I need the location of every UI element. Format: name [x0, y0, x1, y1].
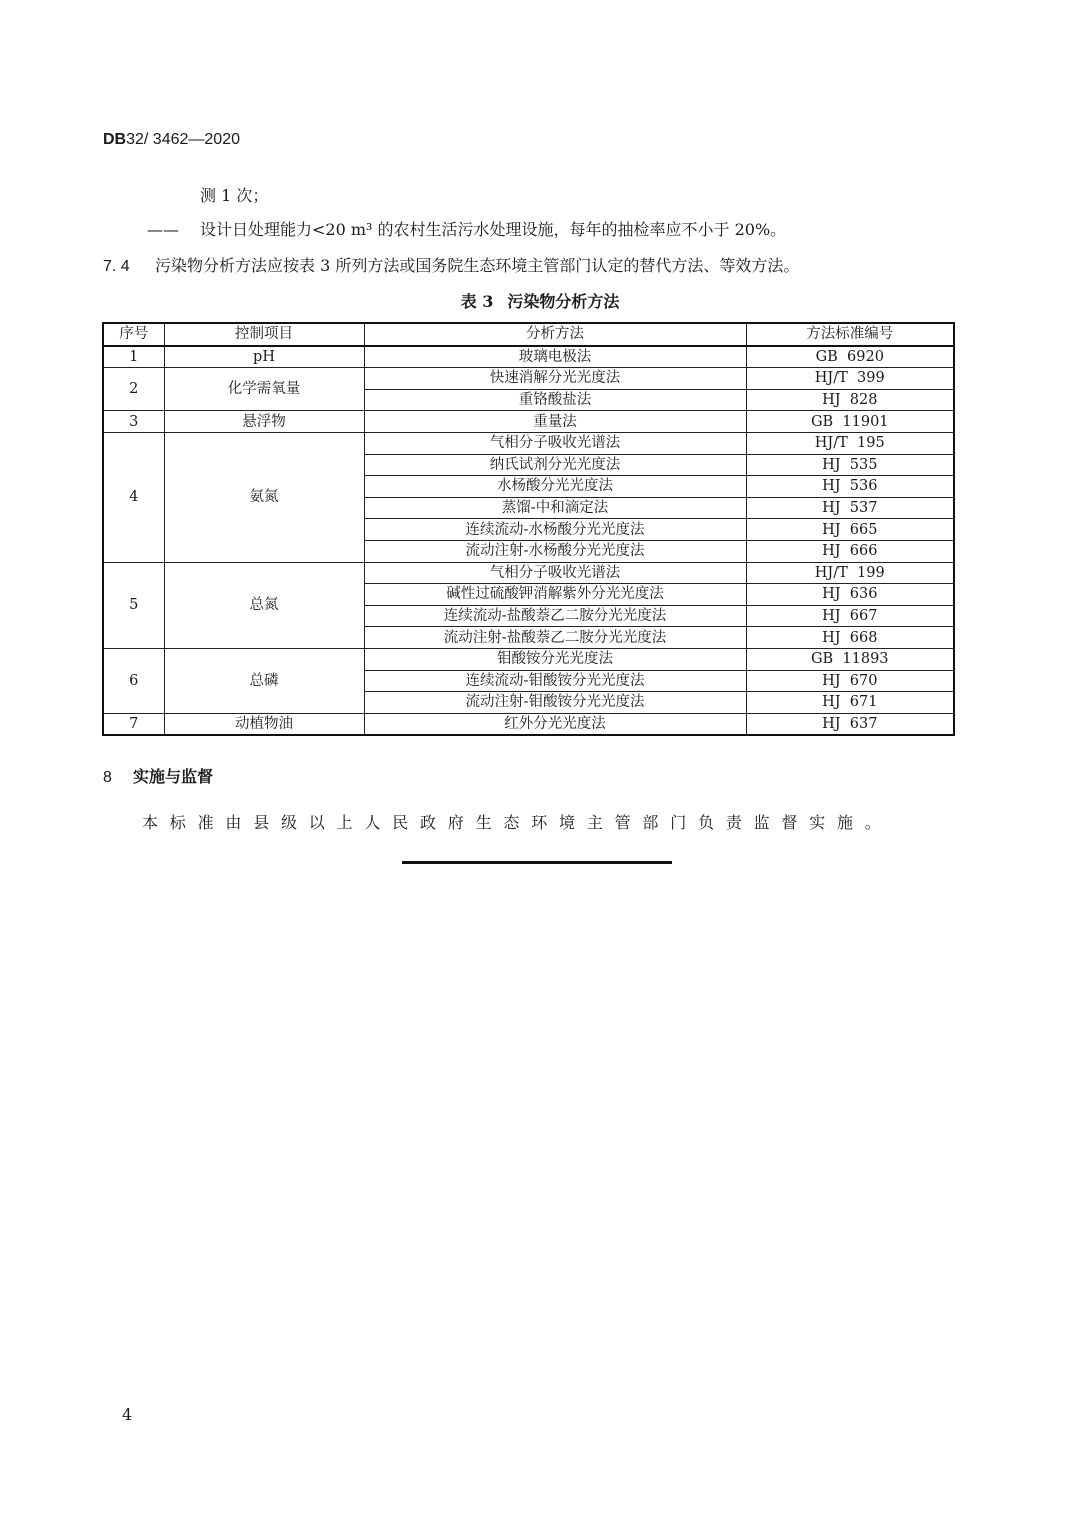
- header-cell: 分析方法: [364, 323, 746, 346]
- section-8-body: 本标准由县级以上人民政府生态环境主管部门负责监督实施。: [142, 813, 893, 832]
- continuation-line: 测 1 次；: [200, 186, 269, 205]
- cell-analysis-method: 碱性过硫酸钾消解紫外分光光度法: [364, 584, 746, 606]
- cell-serial-number: 4: [103, 432, 164, 562]
- cell-standard-number: HJ 671: [746, 692, 954, 714]
- cell-analysis-method: 红外分光光度法: [364, 713, 746, 735]
- section-title: 实施与监督: [133, 767, 214, 786]
- header-cell: 序号: [103, 323, 164, 346]
- cell-control-item: 悬浮物: [164, 411, 364, 433]
- standard-code: [103, 131, 240, 149]
- cell-control-item: 动植物油: [164, 713, 364, 735]
- table-row: [103, 368, 954, 390]
- cell-standard-number: HJ 636: [746, 584, 954, 606]
- standard-code-prefix: DB: [103, 131, 127, 148]
- cell-analysis-method: 流动注射-钼酸铵分光光度法: [364, 692, 746, 714]
- cell-standard-number: GB 11893: [746, 648, 954, 670]
- cell-analysis-method: 快速消解分光光度法: [364, 368, 746, 390]
- cell-control-item: 氨氮: [164, 432, 364, 562]
- cell-analysis-method: 蒸馏-中和滴定法: [364, 497, 746, 519]
- page-number: 4: [122, 1405, 133, 1424]
- end-rule: [402, 861, 672, 864]
- cell-control-item: pH: [164, 346, 364, 368]
- cell-standard-number: HJ/T 399: [746, 368, 954, 390]
- cell-standard-number: HJ/T 195: [746, 432, 954, 454]
- table-row: [103, 713, 954, 735]
- cell-standard-number: HJ 666: [746, 540, 954, 562]
- cell-standard-number: HJ 668: [746, 627, 954, 649]
- cell-standard-number: HJ 828: [746, 389, 954, 411]
- cell-serial-number: 3: [103, 411, 164, 433]
- clause-7-4: [103, 253, 799, 276]
- table-row: [103, 562, 954, 584]
- cell-standard-number: HJ 535: [746, 454, 954, 476]
- standard-code-number: 32/ 3462—2020: [126, 131, 240, 148]
- cell-serial-number: 2: [103, 368, 164, 411]
- bullet-dash: ——: [147, 220, 179, 239]
- table-row: [103, 346, 954, 368]
- table-row: [103, 648, 954, 670]
- cell-analysis-method: 连续流动-水杨酸分光光度法: [364, 519, 746, 541]
- table-row: [103, 411, 954, 433]
- cell-standard-number: GB 6920: [746, 346, 954, 368]
- cell-serial-number: 7: [103, 713, 164, 735]
- table-number: 表 3: [460, 292, 494, 311]
- cell-analysis-method: 纳氏试剂分光光度法: [364, 454, 746, 476]
- cell-analysis-method: 水杨酸分光光度法: [364, 476, 746, 498]
- cell-standard-number: HJ 536: [746, 476, 954, 498]
- section-number: 8: [103, 769, 112, 786]
- cell-standard-number: HJ 670: [746, 670, 954, 692]
- cell-analysis-method: 连续流动-钼酸铵分光光度法: [364, 670, 746, 692]
- cell-standard-number: GB 11901: [746, 411, 954, 433]
- header-cell: 方法标准编号: [746, 323, 954, 346]
- bullet-text: 设计日处理能力<20 m³ 的农村生活污水处理设施，每年的抽检率应不小于 20%。: [200, 220, 787, 239]
- cell-serial-number: 1: [103, 346, 164, 368]
- bullet-item: [147, 217, 786, 240]
- cell-standard-number: HJ/T 199: [746, 562, 954, 584]
- cell-analysis-method: 重量法: [364, 411, 746, 433]
- cell-control-item: 总磷: [164, 648, 364, 713]
- cell-control-item: 总氮: [164, 562, 364, 648]
- table-header-row: [103, 323, 954, 346]
- cell-standard-number: HJ 667: [746, 605, 954, 627]
- cell-analysis-method: 连续流动-盐酸萘乙二胺分光光度法: [364, 605, 746, 627]
- clause-text: 污染物分析方法应按表 3 所列方法或国务院生态环境主管部门认定的替代方法、等效方法。: [155, 256, 800, 275]
- cell-serial-number: 6: [103, 648, 164, 713]
- cell-analysis-method: 钼酸铵分光光度法: [364, 648, 746, 670]
- cell-analysis-method: 气相分子吸收光谱法: [364, 562, 746, 584]
- cell-analysis-method: 流动注射-水杨酸分光光度法: [364, 540, 746, 562]
- cell-standard-number: HJ 665: [746, 519, 954, 541]
- table-body: [103, 346, 954, 736]
- cell-analysis-method: 流动注射-盐酸萘乙二胺分光光度法: [364, 627, 746, 649]
- header-cell: 控制项目: [164, 323, 364, 346]
- table-name: 污染物分析方法: [507, 292, 620, 311]
- cell-analysis-method: 重铬酸盐法: [364, 389, 746, 411]
- cell-analysis-method: 玻璃电极法: [364, 346, 746, 368]
- table-title: [0, 289, 1080, 312]
- table-row: [103, 432, 954, 454]
- cell-control-item: 化学需氧量: [164, 368, 364, 411]
- cell-analysis-method: 气相分子吸收光谱法: [364, 432, 746, 454]
- pollutant-methods-table: [102, 322, 955, 736]
- cell-serial-number: 5: [103, 562, 164, 648]
- cell-standard-number: HJ 637: [746, 713, 954, 735]
- section-8-heading: [103, 764, 213, 787]
- clause-number: 7. 4: [103, 258, 130, 275]
- cell-standard-number: HJ 537: [746, 497, 954, 519]
